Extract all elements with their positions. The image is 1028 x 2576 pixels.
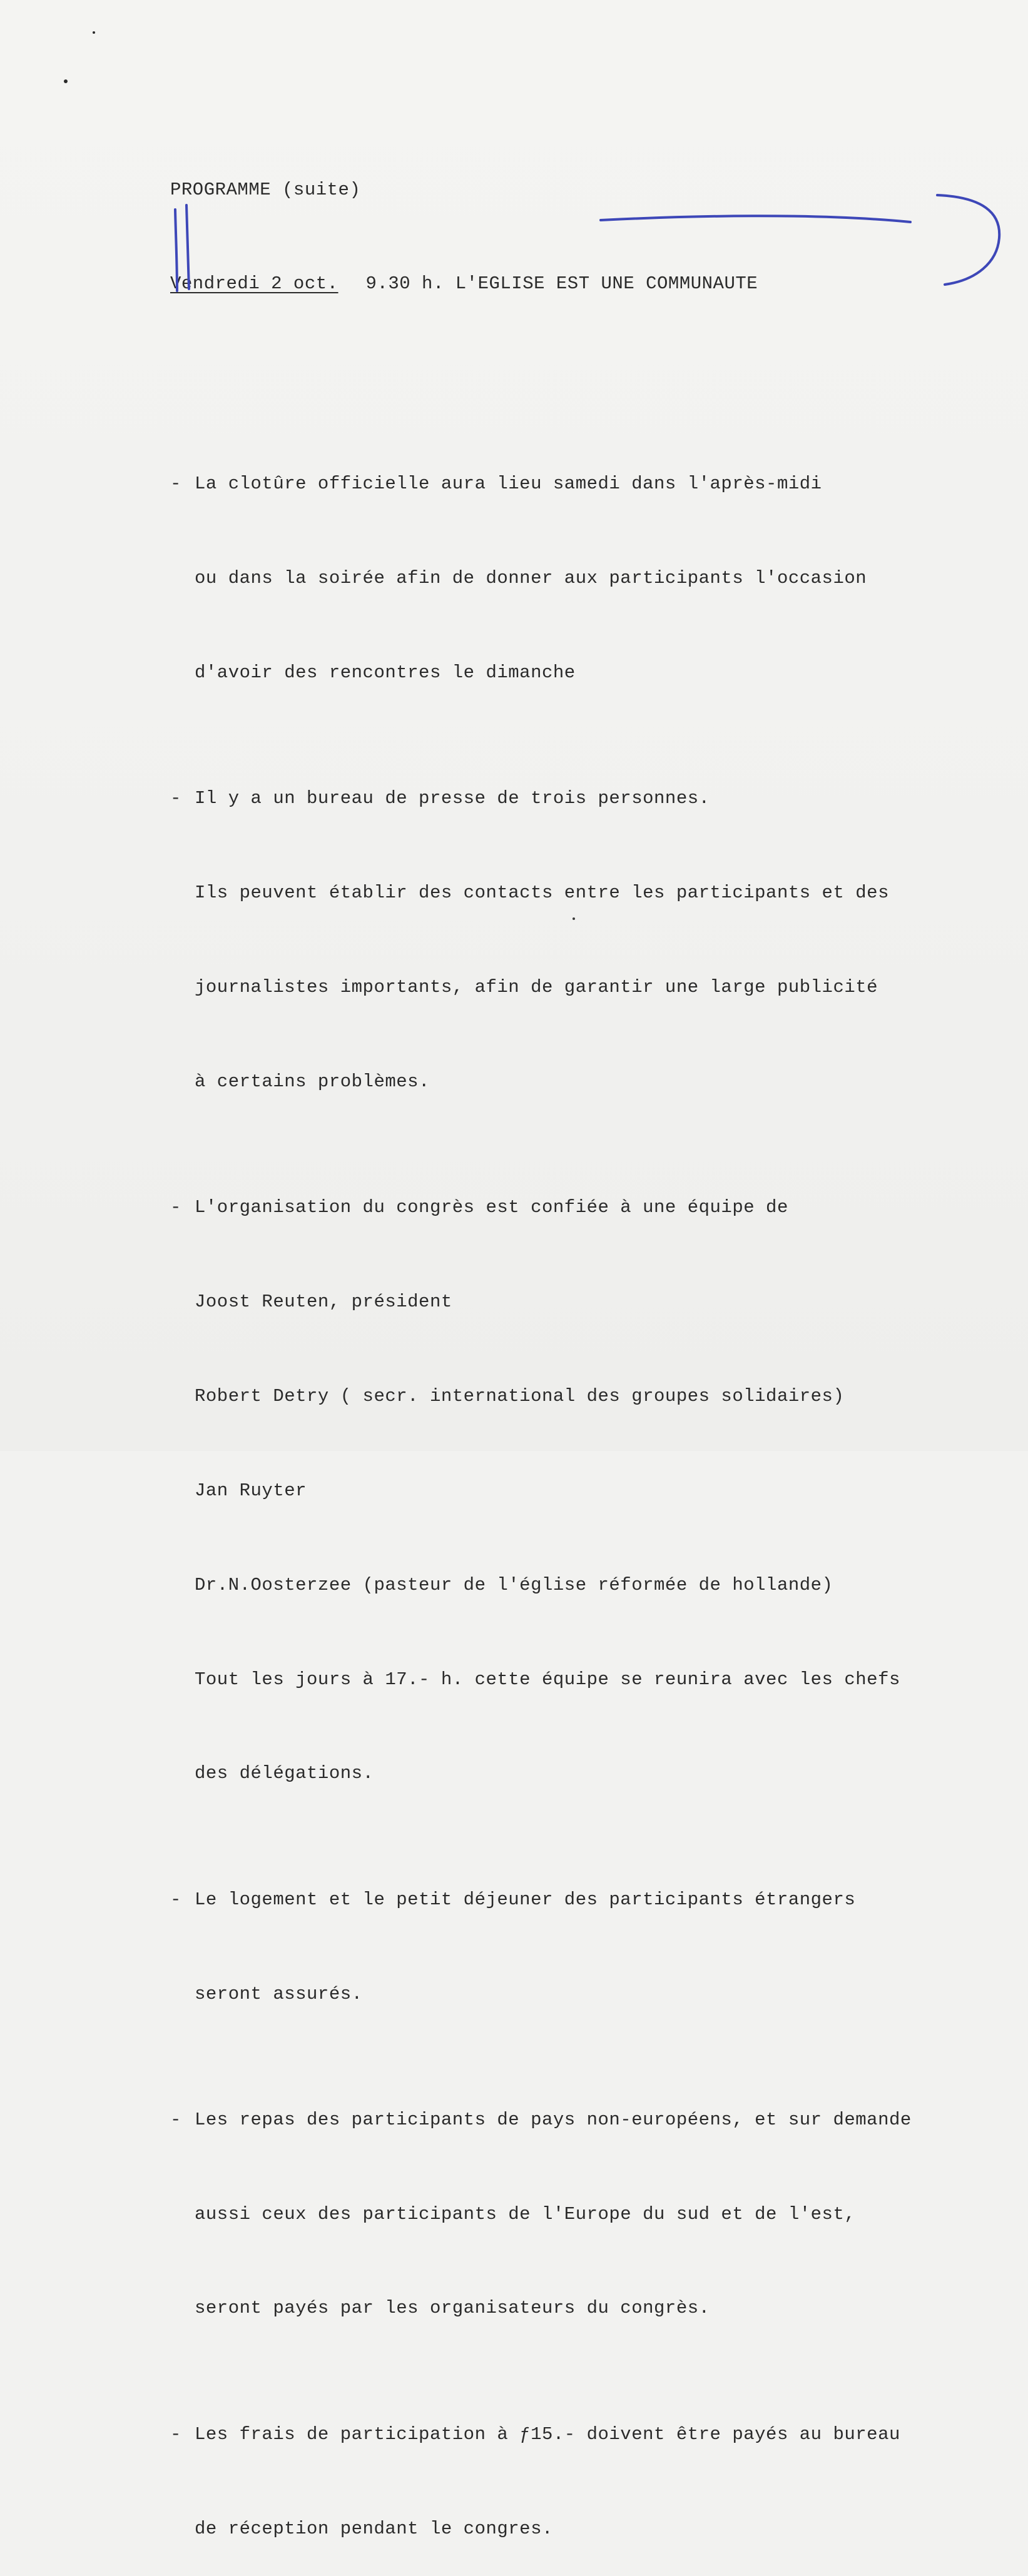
typed-text-block [170,111,912,2576]
subheading-time: 9.30 h. [365,273,444,295]
list-item-line: aussi ceux des participants de l'Europe du sud et de l'est, [195,2203,856,2225]
list-item-line: Ils peuvent établir des contacts entre les participants et des [195,882,889,904]
list-item-line: - Le logement et le petit déjeuner des participants étrangers [170,1889,856,1910]
list-item-line: Jan Ruyter [195,1480,307,1501]
list-item-line: Robert Detry ( secr. international des groupes solidaires) [195,1385,845,1407]
list-item-line: - L'organisation du congrès est confiée à une équipe de [170,1197,788,1218]
list-item-line: - Les frais de participation à ƒ15.- doivent être payés au bureau [170,2423,900,2445]
list-item-line: d'avoir des rencontres le dimanche [195,662,576,684]
list-item-line: de réception pendant le congres. [195,2518,553,2539]
subheading-theme: L'EGLISE EST UNE COMMUNAUTE [455,273,758,295]
document-heading: PROGRAMME (suite) [170,179,361,200]
list-item-line: des délégations. [195,1763,374,1784]
program-subheading [170,268,912,300]
list-item-line: - La clotûre officielle aura lieu samedi dans l'après-midi [170,473,822,495]
list-item-line: seront assurés. [195,1983,363,2004]
list-item-line: - Il y a un bureau de presse de trois personnes. [170,788,710,809]
list-item-line: ou dans la soirée afin de donner aux participants l'occasion [195,568,867,589]
list-item-line: Joost Reuten, président [195,1291,452,1312]
list-item-line: - Les repas des participants de pays non-européens, et sur demande [170,2109,912,2130]
list-item-line: Dr.N.Oosterzee (pasteur de l'église réformée de hollande) [195,1574,833,1595]
list-item-line: journalistes importants, afin de garantir une large publicité [195,977,878,998]
list-item-line: à certains problèmes. [195,1071,430,1092]
subheading-day: Vendredi 2 oct. [170,273,338,295]
list-item-line: seront payés par les organisateurs du congrès. [195,2298,710,2319]
list-item-line: Tout les jours à 17.- h. cette équipe se reunira avec les chefs [195,1669,900,1690]
